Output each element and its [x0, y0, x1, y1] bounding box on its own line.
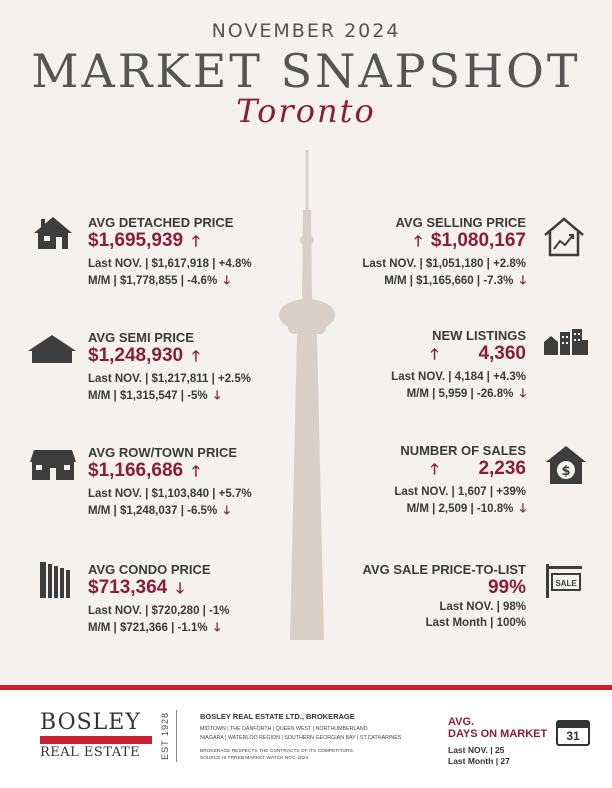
down-arrow-icon: 🡓: [213, 388, 221, 402]
up-arrow-icon: 🡑: [191, 463, 200, 480]
avg-row-town-block: [88, 445, 252, 519]
sale-price-to-list-block: [363, 562, 526, 631]
up-arrow-icon: 🡑: [414, 233, 423, 250]
metric-value: $1,248,930: [88, 345, 184, 366]
last-year-row: Last NOV. | 98%: [439, 601, 526, 613]
down-arrow-icon: 🡓: [519, 386, 526, 400]
sale-sign-text: SALE: [555, 579, 577, 588]
metric-label: NEW LISTINGS: [432, 328, 526, 343]
month-over-month-row: M/M | $1,248,037 | -6.5%: [88, 505, 218, 517]
down-arrow-icon: 🡓: [213, 620, 221, 634]
brand-logo-top: BOSLEY: [40, 710, 141, 735]
up-arrow-icon: 🡑: [430, 346, 439, 363]
calendar-header: [558, 722, 588, 728]
days-on-market-value: 31: [566, 729, 580, 743]
up-arrow-icon: 🡑: [430, 461, 439, 478]
footer-separator: [176, 710, 177, 762]
last-year-row: Last NOV. | $1,217,811 | +2.5%: [88, 373, 251, 385]
down-arrow-icon: 🡓: [223, 503, 230, 517]
metric-label: AVG SEMI PRICE: [88, 330, 194, 345]
up-arrow-icon: 🡑: [191, 233, 200, 250]
last-year-row: Last NOV. | 1,607 | +39%: [394, 486, 526, 498]
report-month: NOVEMBER 2024: [211, 20, 401, 42]
semi-house-icon: [26, 333, 78, 365]
disclaimer: [200, 748, 354, 762]
last-year-row: Last NOV. | $1,617,918 | +4.8%: [88, 258, 252, 270]
last-year-row: Last NOV. | 4,184 | +4.3%: [391, 371, 526, 383]
avg-semi-block: [88, 330, 251, 404]
metric-value: 2,236: [478, 458, 526, 479]
metric-value: $1,080,167: [430, 230, 526, 251]
detached-house-icon: [32, 215, 74, 251]
brand-logo-bar: [40, 736, 152, 744]
metric-value: $1,166,686: [88, 460, 184, 481]
brokerage-name: BOSLEY REAL ESTATE LTD., BROKERAGE: [200, 712, 355, 721]
days-on-market-title: [448, 716, 547, 740]
last-month-row: Last Month | 100%: [425, 617, 526, 629]
avg-detached-block: [88, 215, 252, 289]
metric-value: 99%: [487, 577, 526, 598]
metric-label: AVG ROW/TOWN PRICE: [88, 445, 238, 460]
calendar-icon: [556, 720, 590, 746]
metric-value: $1,695,939: [88, 230, 184, 251]
avg-condo-block: [88, 562, 230, 636]
days-on-market-title-line-2: DAYS ON MARKET: [448, 728, 548, 740]
city-buildings-icon: [542, 328, 590, 356]
service-areas: [200, 725, 420, 743]
month-over-month-row: M/M | $1,165,660 | -7.3%: [384, 275, 514, 287]
month-over-month-row: M/M | $721,366 | -1.1%: [88, 622, 208, 634]
days-on-market-last-year: Last NOV. | 25: [448, 745, 505, 755]
down-arrow-icon: 🡓: [519, 501, 526, 515]
house-chart-icon: [542, 215, 586, 259]
condo-icon: [38, 560, 74, 600]
metric-value: $713,364: [88, 577, 168, 598]
metric-label: AVG DETACHED PRICE: [88, 215, 234, 230]
established-year: EST 1928: [160, 712, 170, 760]
last-year-row: Last NOV. | $1,103,840 | +5.7%: [88, 488, 252, 500]
disclaimer-line-2: SOURCE IS TRREB MARKET WATCH NOV. 2024: [200, 756, 309, 761]
month-over-month-row: M/M | 5,959 | -26.8%: [406, 388, 514, 400]
service-areas-line-2: NIAGARA | WATERLOO REGION | SOUTHERN GEORGIAN BAY | ST.CATHARINES: [200, 735, 402, 741]
metric-label: AVG SALE PRICE-TO-LIST: [362, 562, 526, 577]
page-title: MARKET SNAPSHOT: [31, 44, 581, 98]
metric-label: NUMBER OF SALES: [400, 443, 526, 458]
up-arrow-icon: 🡑: [191, 348, 200, 365]
disclaimer-line-1: BROKERAGE RESPECTS THE CONTRACTS OF ITS COMPETITORS.: [200, 749, 355, 754]
metric-label: AVG CONDO PRICE: [88, 562, 211, 577]
month-over-month-row: M/M | $1,778,855 | -4.6%: [88, 275, 218, 287]
house-dollar-icon: [544, 444, 588, 486]
cn-tower-icon: [272, 150, 342, 640]
metric-label: AVG SELLING PRICE: [395, 215, 526, 230]
row-town-icon: [28, 448, 78, 482]
days-on-market-last-month: Last Month | 27: [448, 756, 510, 766]
new-listings-block: [391, 328, 526, 402]
avg-selling-block: [362, 215, 526, 289]
city-name: Toronto: [236, 92, 376, 130]
svg-text:$: $: [561, 464, 571, 479]
month-over-month-row: M/M | $1,315,547 | -5%: [88, 390, 208, 402]
last-year-row: Last NOV. | $1,051,180 | +2.8%: [362, 258, 526, 270]
days-on-market-title-line-1: AVG.: [448, 716, 475, 728]
service-areas-line-1: MIDTOWN | THE DANFORTH | QUEEN WEST | NORTHUMBERLAND: [200, 726, 368, 732]
down-arrow-icon: 🡓: [519, 273, 526, 287]
month-over-month-row: M/M | 2,509 | -10.8%: [406, 503, 514, 515]
down-arrow-icon: 🡓: [176, 580, 184, 597]
metric-value: 4,360: [478, 343, 526, 364]
footer: [0, 690, 612, 788]
last-year-row: Last NOV. | $720,280 | -1%: [88, 605, 230, 617]
down-arrow-icon: 🡓: [223, 273, 230, 287]
number-of-sales-block: [394, 443, 526, 517]
sale-sign-icon: [544, 562, 584, 600]
brand-logo-bottom: REAL ESTATE: [40, 745, 141, 760]
